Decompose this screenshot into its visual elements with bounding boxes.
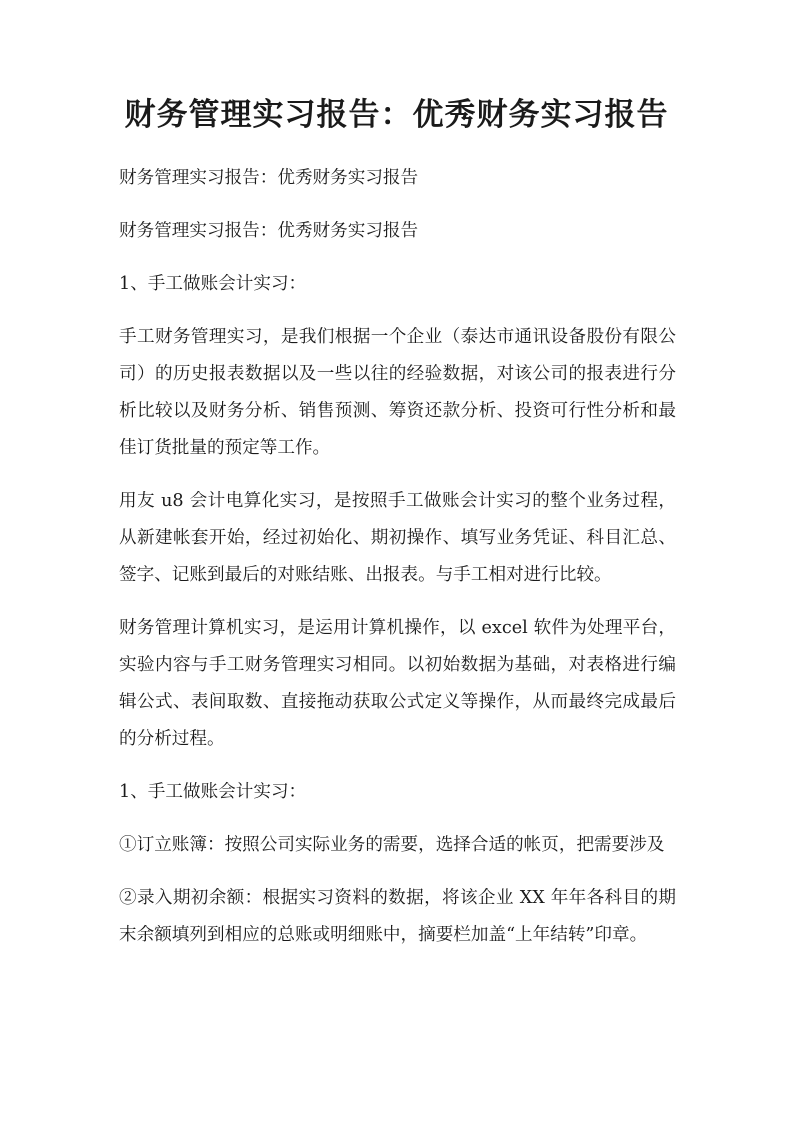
- paragraph-subtitle-1: 财务管理实习报告：优秀财务实习报告: [119, 168, 419, 188]
- section-heading-manual-accounting-repeat: 1、手工做账会计实习：: [119, 782, 307, 802]
- list-item-opening-balances: ②录入期初余额：根据实习资料的数据，将该企业 XX 年年各科目的期末余额填列到相应的总账或明细账中，摘要栏加盖“上年结转”印章。: [119, 888, 676, 945]
- document-body: [119, 160, 676, 970]
- paragraph-subtitle-2: 财务管理实习报告：优秀财务实习报告: [119, 221, 419, 241]
- section-heading-manual-accounting: 1、手工做账会计实习：: [119, 274, 307, 294]
- paragraph-manual-financial-practice: 手工财务管理实习，是我们根据一个企业（泰达市通讯设备股份有限公司）的历史报表数据以及一些以往的经验数据，对该公司的报表进行分析比较以及财务分析、销售预测、筹资还款分析、投资可行性分析和最佳订货批量的预定等工作。: [119, 327, 676, 458]
- document-title: 财务管理实习报告：优秀财务实习报告: [124, 97, 669, 133]
- paragraph-u8-computerized-accounting: 用友 u8 会计电算化实习，是按照手工做账会计实习的整个业务过程，从新建帐套开始，经过初始化、期初操作、填写业务凭证、科目汇总、签字、记账到最后的对账结账、出报表。与手工相对进行比较。: [119, 491, 676, 585]
- list-item-set-up-ledgers: ①订立账簿：按照公司实际业务的需要，选择合适的帐页，把需要涉及: [119, 835, 665, 855]
- paragraph-computer-financial-practice: 财务管理计算机实习，是运用计算机操作，以 excel 软件为处理平台，实验内容与手工财务管理实习相同。以初始数据为基础，对表格进行编辑公式、表间取数、直接拖动获取公式定义等操作，从而最终完成最后的分析过程。: [119, 618, 676, 749]
